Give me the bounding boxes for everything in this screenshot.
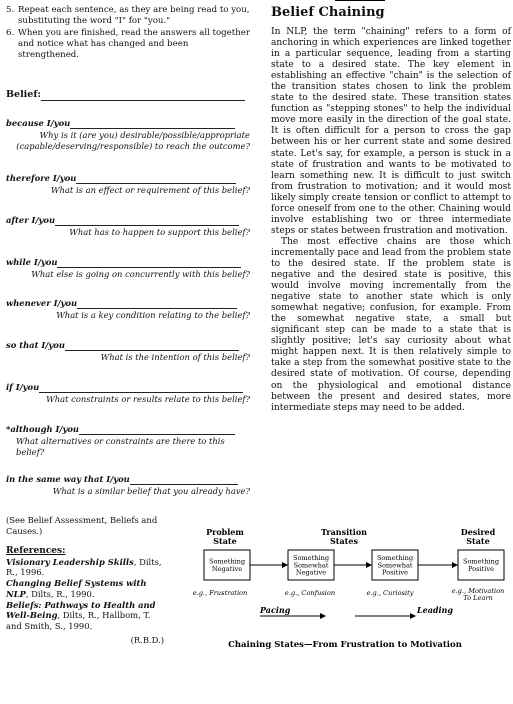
prompt-label: while I/you xyxy=(6,257,58,267)
prompt-question: Why is it (are you) desirable/possible/appropriate (capable/deserving/responsible) to reach the outcome? xyxy=(16,130,250,151)
reference-item xyxy=(6,578,164,599)
state-box-label: Something Positive xyxy=(462,557,500,573)
answer-blank[interactable] xyxy=(55,217,239,226)
prompt-label: *although I/you xyxy=(6,424,79,434)
article-title-wrap xyxy=(271,5,385,20)
belief-field xyxy=(6,89,250,101)
answer-blank[interactable] xyxy=(65,342,239,351)
state-box-label: Something Somewhat Positive xyxy=(376,553,414,577)
numbered-notes xyxy=(6,5,250,61)
note-number: 5. xyxy=(6,5,15,15)
prompt-same-way xyxy=(6,474,250,497)
prompt-question: What is the intention of this belief? xyxy=(100,352,250,362)
article-title: Belief Chaining xyxy=(271,5,385,20)
reference-item xyxy=(6,557,164,578)
state-example: e.g., Frustration xyxy=(192,589,248,597)
note-text: When you are finished, read the answers all together and notice what has changed and been strengthened. xyxy=(18,28,250,60)
references xyxy=(6,546,164,645)
answer-blank[interactable] xyxy=(79,426,235,435)
belief-label: Belief: xyxy=(6,89,41,100)
prompt-question: What is an effect or requirement of this belief? xyxy=(50,185,250,195)
state-example: e.g., Motivation To Learn xyxy=(451,587,505,602)
answer-blank[interactable] xyxy=(39,384,243,393)
prompt-question: What alternatives or constraints are there to this belief? xyxy=(16,436,225,457)
header-problem-state: Problem State xyxy=(206,527,244,546)
reference-title: Beliefs: Pathways to Health and Well-Being xyxy=(6,599,156,621)
note-item xyxy=(6,28,250,61)
article-paragraph: The most effective chains are those which incrementally pace and lead from the problem state to the desired state. If the problem state is negative and the desired state is positive, this would involve moving incrementally from the negative state to another state which is only somewhat negative; confusion, for example. From the somewhat negative state, a small but significant step can be made to a state that is slightly positive; let's say curiosity about what might happen next. It is then relatively simple to take a step from the somewhat positive state to the desired state of motivation. Of course, depending on the physiological and emotional distance between the present and desired states, more intermediate steps may need to be added. xyxy=(271,236,511,413)
prompt-label: therefore I/you xyxy=(6,173,77,183)
prompt-question: What constraints or results relate to this belief? xyxy=(46,394,250,404)
answer-blank[interactable] xyxy=(77,300,237,309)
reference-title: Visionary Leadership Skills xyxy=(6,556,134,567)
prompt-question: What else is going on concurrently with this belief? xyxy=(31,269,250,279)
answer-blank[interactable] xyxy=(76,175,236,184)
state-example: e.g., Confusion xyxy=(284,589,336,597)
prompt-therefore xyxy=(6,173,250,196)
prompt-label: because I/you xyxy=(6,118,71,128)
answer-blank[interactable] xyxy=(70,120,235,129)
pacing-label: Pacing xyxy=(260,605,291,615)
prompt-so-that xyxy=(6,340,250,363)
header-transition-states: Transition States xyxy=(320,527,368,546)
prompt-question: What is a similar belief that you already have? xyxy=(52,486,250,496)
reference-details: , Dilts, R., 1990. xyxy=(25,588,95,599)
leading-label: Leading xyxy=(417,605,453,615)
answer-blank[interactable] xyxy=(130,476,238,485)
top-rule xyxy=(335,0,385,1)
reference-details: , Dilts, R., 1996. xyxy=(6,556,162,578)
prompt-whenever xyxy=(6,298,250,321)
prompt-while xyxy=(6,257,250,280)
article-paragraph: In NLP, the term "chaining" refers to a form of anchoring in which experiences are linked together in a particular sequence, leading from a starting state to a desired state. The key element in establishing an effective "chain" is the selection of the transition states chosen to link the problem state to the desired state. These transition states function as "stepping stones" to help the individual move more easily in the direction of the goal state. It is often difficult for a person to cross the gap between his or her current state and some desired state. Let's say, for example, a person is stuck in a state of frustration and wants to be motivated to learn something new. It is difficult to just switch from frustration to motivation; and it would most likely simply create tension or conflict to attempt to force oneself from one to the other. Chaining would involve establishing two or three intermediate steps or states between frustration and motivation. xyxy=(271,27,511,236)
state-box-label: Something Negative xyxy=(208,557,246,573)
article-body xyxy=(271,27,511,414)
belief-blank[interactable] xyxy=(41,91,245,101)
header-desired-state: Desired State xyxy=(460,527,496,546)
prompt-question: What is a key condition relating to the belief? xyxy=(56,310,250,320)
author-initials: (R.B.D.) xyxy=(130,634,164,645)
diagram-caption: Chaining States—From Frustration to Motivation xyxy=(228,640,462,650)
prompt-if xyxy=(6,382,250,405)
prompt-label: in the same way that I/you xyxy=(6,474,130,484)
prompt-question: What has to happen to support this belief? xyxy=(69,227,250,237)
prompt-after xyxy=(6,215,250,238)
note-number: 6. xyxy=(6,28,15,38)
prompt-because xyxy=(6,118,250,151)
reference-details: , Dilts, R., Hallbom, T. and Smith, S., 1990. xyxy=(6,610,151,631)
reference-title: Changing Belief Systems with NLP xyxy=(6,578,147,599)
prompt-label: after I/you xyxy=(6,215,56,225)
references-title: References: xyxy=(6,546,66,556)
reference-item xyxy=(6,600,164,632)
answer-blank[interactable] xyxy=(57,259,241,268)
prompt-label: whenever I/you xyxy=(6,298,78,308)
see-also-note: (See Belief Assessment, Beliefs and Causes.) xyxy=(6,515,158,536)
state-example: e.g., Curiosity xyxy=(366,589,414,597)
note-item xyxy=(6,5,250,27)
chaining-diagram xyxy=(180,522,510,652)
state-box-label: Something Somewhat Negative xyxy=(292,553,330,577)
prompt-label: if I/you xyxy=(6,382,40,392)
note-text: Repeat each sentence, as they are being read to you, substituting the word "I" for "you." xyxy=(18,5,250,26)
prompt-label: so that I/you xyxy=(6,340,65,350)
prompt-although xyxy=(6,424,250,457)
